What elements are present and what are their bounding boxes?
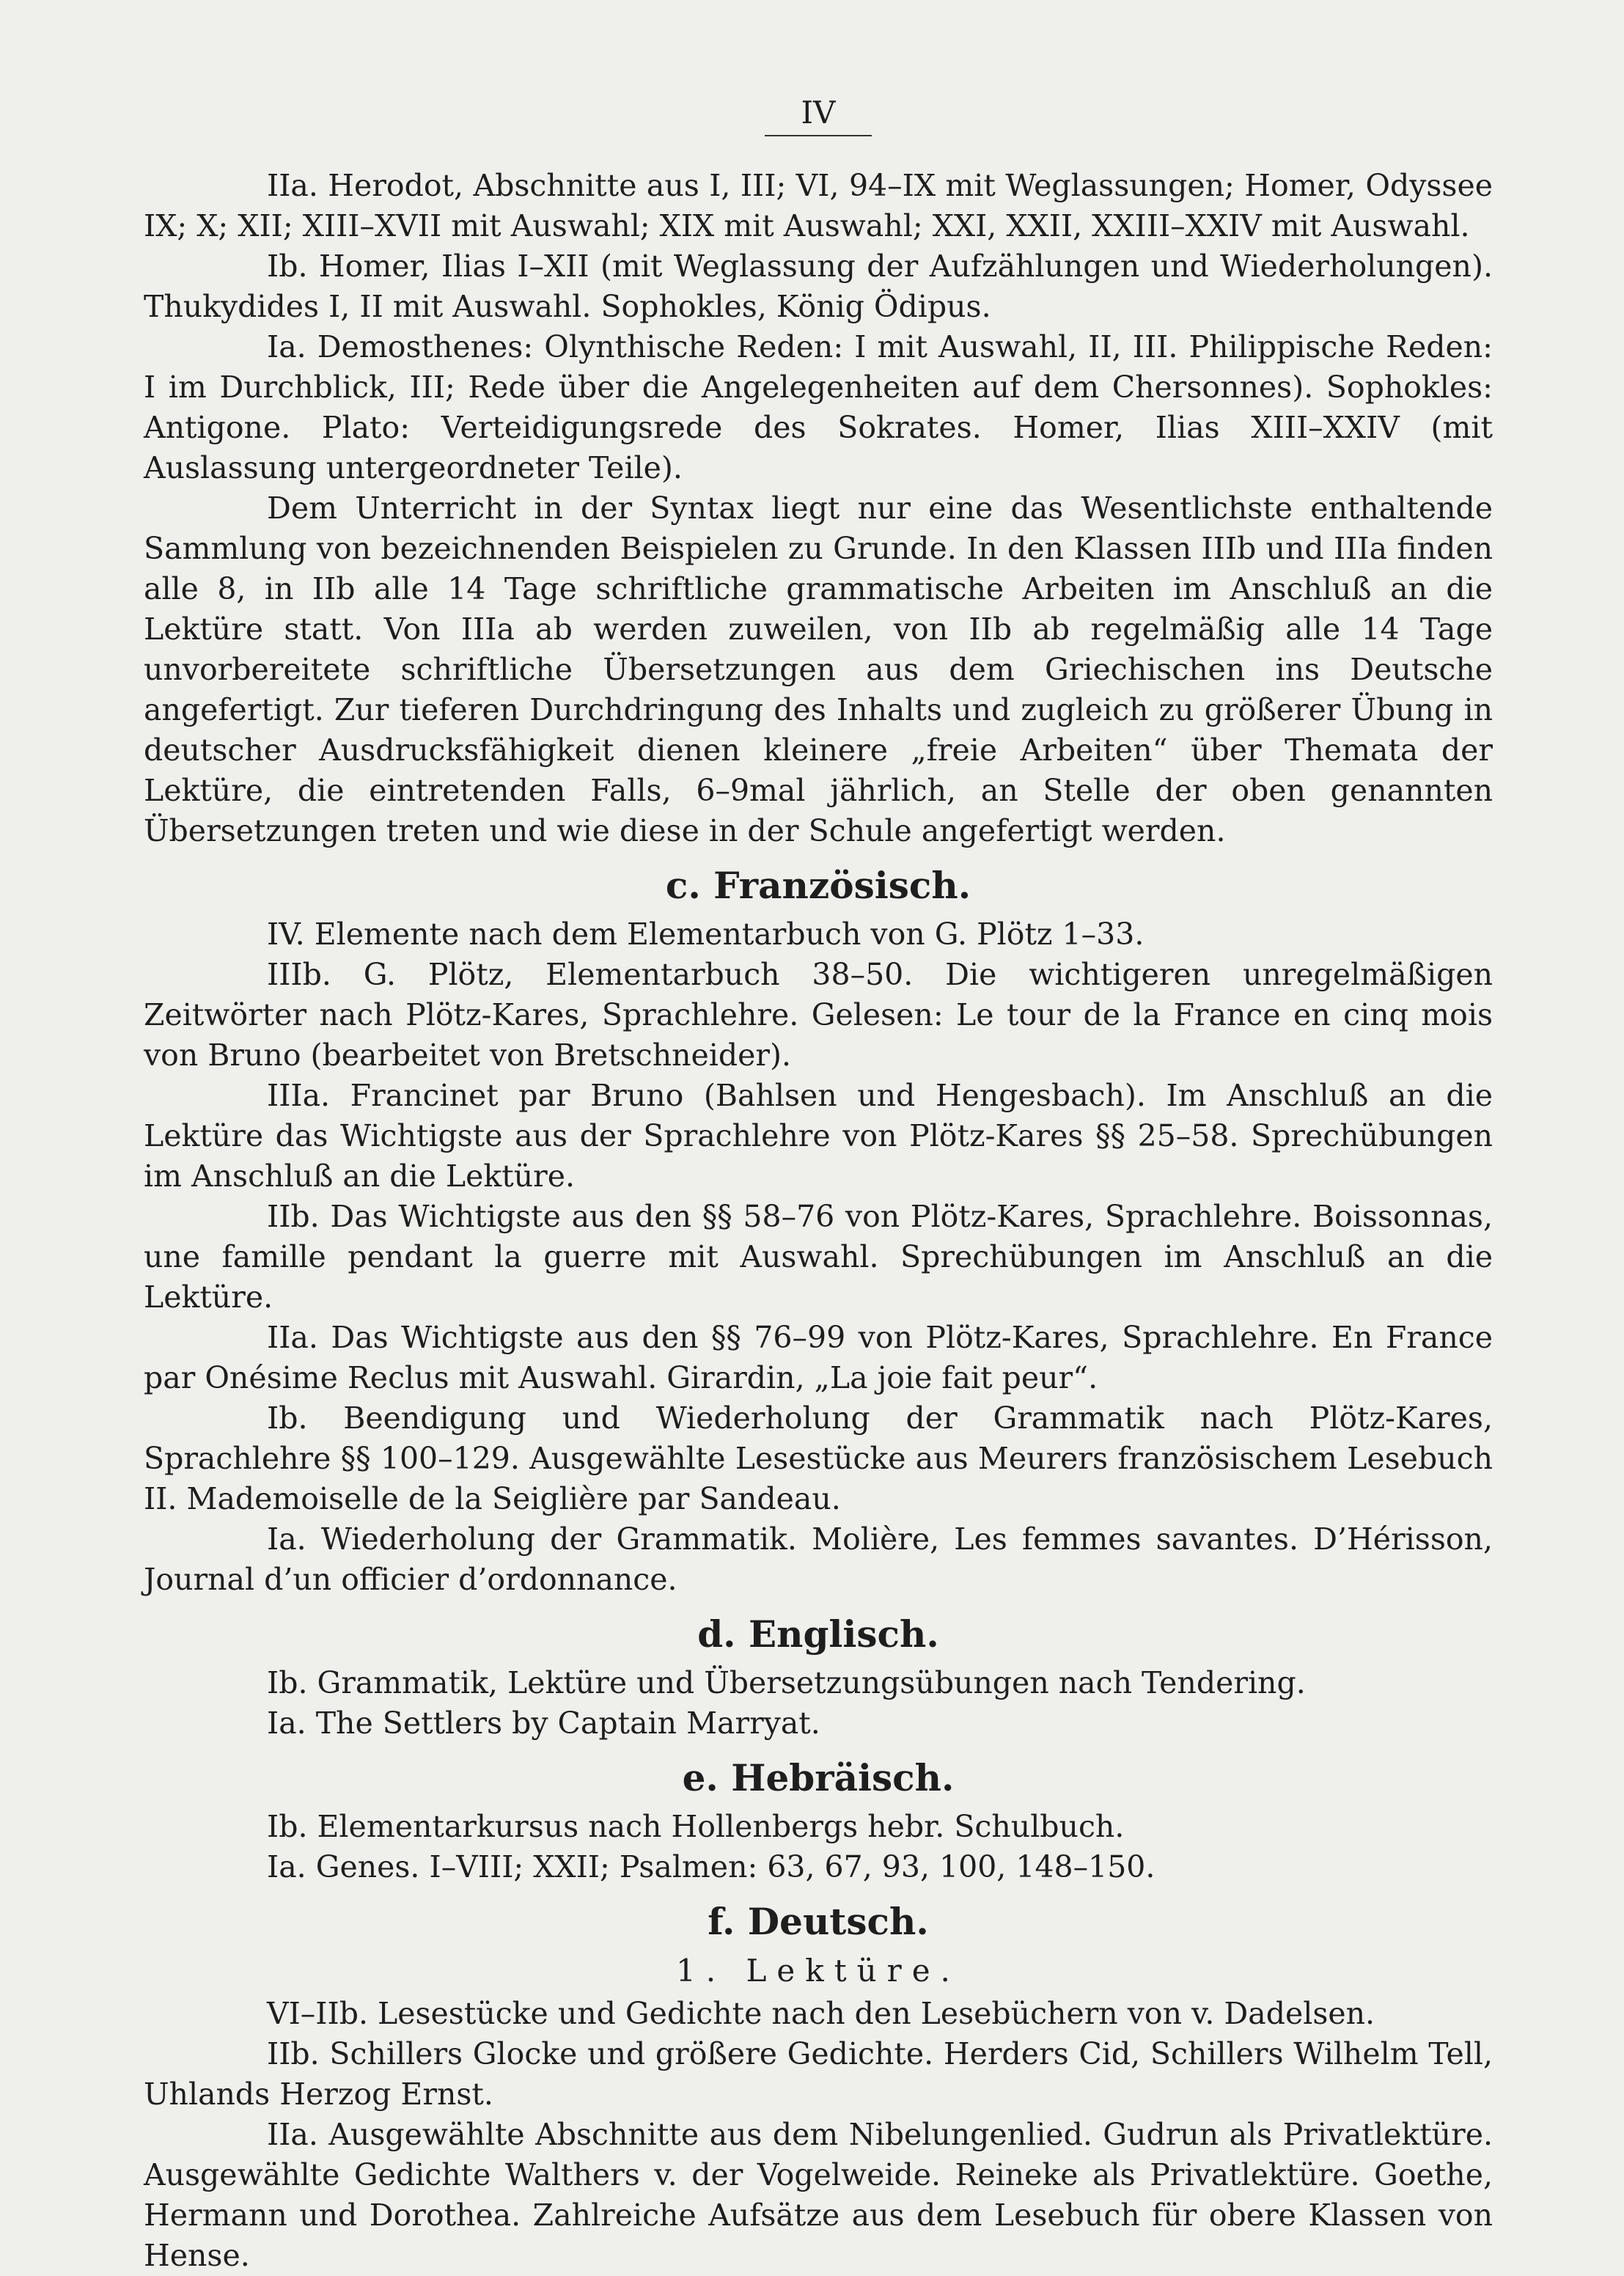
- document-page: [144, 95, 1493, 2276]
- german-subheading: 1. Lektüre.: [676, 1953, 960, 1989]
- greek-paragraph-syntax: Dem Unterricht in der Syntax liegt nur eine das Wesentlichste enthaltende Sammlung von bezeichnenden Beispielen zu Grunde. In den Klassen IIIb und IIIa finden alle 8, in IIb alle 14 Tage schriftliche grammatische Arbeiten im Anschluß an die Lektüre statt. Von IIIa ab werden zuweilen, von IIb ab regelmäßig alle 14 Tage unvorbereitete schriftliche Übersetzungen aus dem Griechischen ins Deutsche angefertigt. Zur tieferen Durchdringung des Inhalts und zugleich zu größerer Übung in deutscher Ausdrucksfähigkeit dienen kleinere „freie Arbeiten“ über Themata der Lektüre, die eintretenden Falls, 6–9mal jährlich, an Stelle der oben genannten Übersetzungen treten und wie diese in der Schule angefertigt werden.: [144, 491, 1493, 848]
- greek-paragraph-ib: Ib. Homer, Ilias I–XII (mit Weglassung der Aufzählungen und Wiederholungen). Thukydides I, II mit Auswahl. Sophokles, König Ödipus.: [144, 249, 1493, 324]
- german-paragraph-iib: IIb. Schillers Glocke und größere Gedichte. Herders Cid, Schillers Wilhelm Tell, Uhlands Herzog Ernst.: [144, 2036, 1493, 2112]
- greek-paragraph-ia: Ia. Demosthenes: Olynthische Reden: I mit Auswahl, II, III. Philippische Reden: I im Durchblick, III; Rede über die Angelegenheiten auf dem Chersonnes). Sophokles: Antigone. Plato: Verteidigungsrede des Sokrates. Homer, Ilias XIII–XXIV (mit Auslassung untergeordneter Teile).: [144, 329, 1493, 485]
- french-heading: c. Französisch.: [665, 864, 971, 907]
- german-section: [144, 1901, 1493, 2276]
- french-paragraph-iiia: IIIa. Francinet par Bruno (Bahlsen und Hengesbach). Im Anschluß an die Lektüre das Wichtigste aus der Sprachlehre von Plötz-Kares §§ 25–58. Sprechübungen im Anschluß an die Lektüre.: [144, 1078, 1493, 1194]
- hebrew-paragraph-ia: Ia. Genes. I–VIII; XXII; Psalmen: 63, 67, 93, 100, 148–150.: [267, 1849, 1155, 1884]
- german-paragraph-iia: IIa. Ausgewählte Abschnitte aus dem Nibelungenlied. Gudrun als Privatlektüre. Ausgewählte Gedichte Walthers v. der Vogelweide. Reineke als Privatlektüre. Goethe, Hermann und Dorothea. Zahlreiche Aufsätze aus dem Lesebuch für obere Klassen von Hense.: [144, 2117, 1493, 2273]
- french-paragraph-ia: Ia. Wiederholung der Grammatik. Molière, Les femmes savantes. D’Hérisson, Journal d’un officier d’ordonnance.: [144, 1521, 1493, 1597]
- hebrew-heading: e. Hebräisch.: [682, 1756, 955, 1799]
- english-paragraph-ib: Ib. Grammatik, Lektüre und Übersetzungsübungen nach Tendering.: [267, 1665, 1306, 1700]
- greek-paragraph-iia: IIa. Herodot, Abschnitte aus I, III; VI, 94–IX mit Weglassungen; Homer, Odyssee IX; X; XII; XIII–XVII mit Auswahl; XIX mit Auswahl; XXI, XXII, XXIII–XXIV mit Auswahl.: [144, 168, 1493, 243]
- greek-section: [144, 166, 1493, 851]
- german-heading: f. Deutsch.: [708, 1900, 929, 1943]
- english-section: [144, 1613, 1493, 1744]
- french-paragraph-ib: Ib. Beendigung und Wiederholung der Grammatik nach Plötz-Kares, Sprachlehre §§ 100–129. Ausgewählte Lesestücke aus Meurers französischem Lesebuch II. Mademoiselle de la Seiglière par Sandeau.: [144, 1401, 1493, 1516]
- english-paragraph-ia: Ia. The Settlers by Captain Marryat.: [267, 1706, 820, 1741]
- german-paragraph-vi-iib: VI–IIb. Lesestücke und Gedichte nach den Lesebüchern von v. Dadelsen.: [267, 1996, 1375, 2031]
- french-paragraph-iib: IIb. Das Wichtigste aus den §§ 58–76 von Plötz-Kares, Sprachlehre. Boissonnas, une famille pendant la guerre mit Auswahl. Sprechübungen im Anschluß an die Lektüre.: [144, 1199, 1493, 1315]
- french-paragraph-iiib: IIIb. G. Plötz, Elementarbuch 38–50. Die wichtigeren unregelmäßigen Zeitwörter nach Plötz-Kares, Sprachlehre. Gelesen: Le tour de la France en cinq mois von Bruno (bearbeitet von Bretschneider).: [144, 957, 1493, 1073]
- hebrew-paragraph-ib: Ib. Elementarkursus nach Hollenbergs hebr. Schulbuch.: [267, 1809, 1125, 1844]
- french-paragraph-iia: IIa. Das Wichtigste aus den §§ 76–99 von Plötz-Kares, Sprachlehre. En France par Onésime Reclus mit Auswahl. Girardin, „La joie fait peur“.: [144, 1320, 1493, 1395]
- page-number: IV: [144, 95, 1493, 136]
- hebrew-section: [144, 1757, 1493, 1887]
- french-section: [144, 864, 1493, 1600]
- english-heading: d. Englisch.: [697, 1612, 939, 1656]
- french-paragraph-iv: IV. Elemente nach dem Elementarbuch von G. Plötz 1–33.: [267, 917, 1144, 952]
